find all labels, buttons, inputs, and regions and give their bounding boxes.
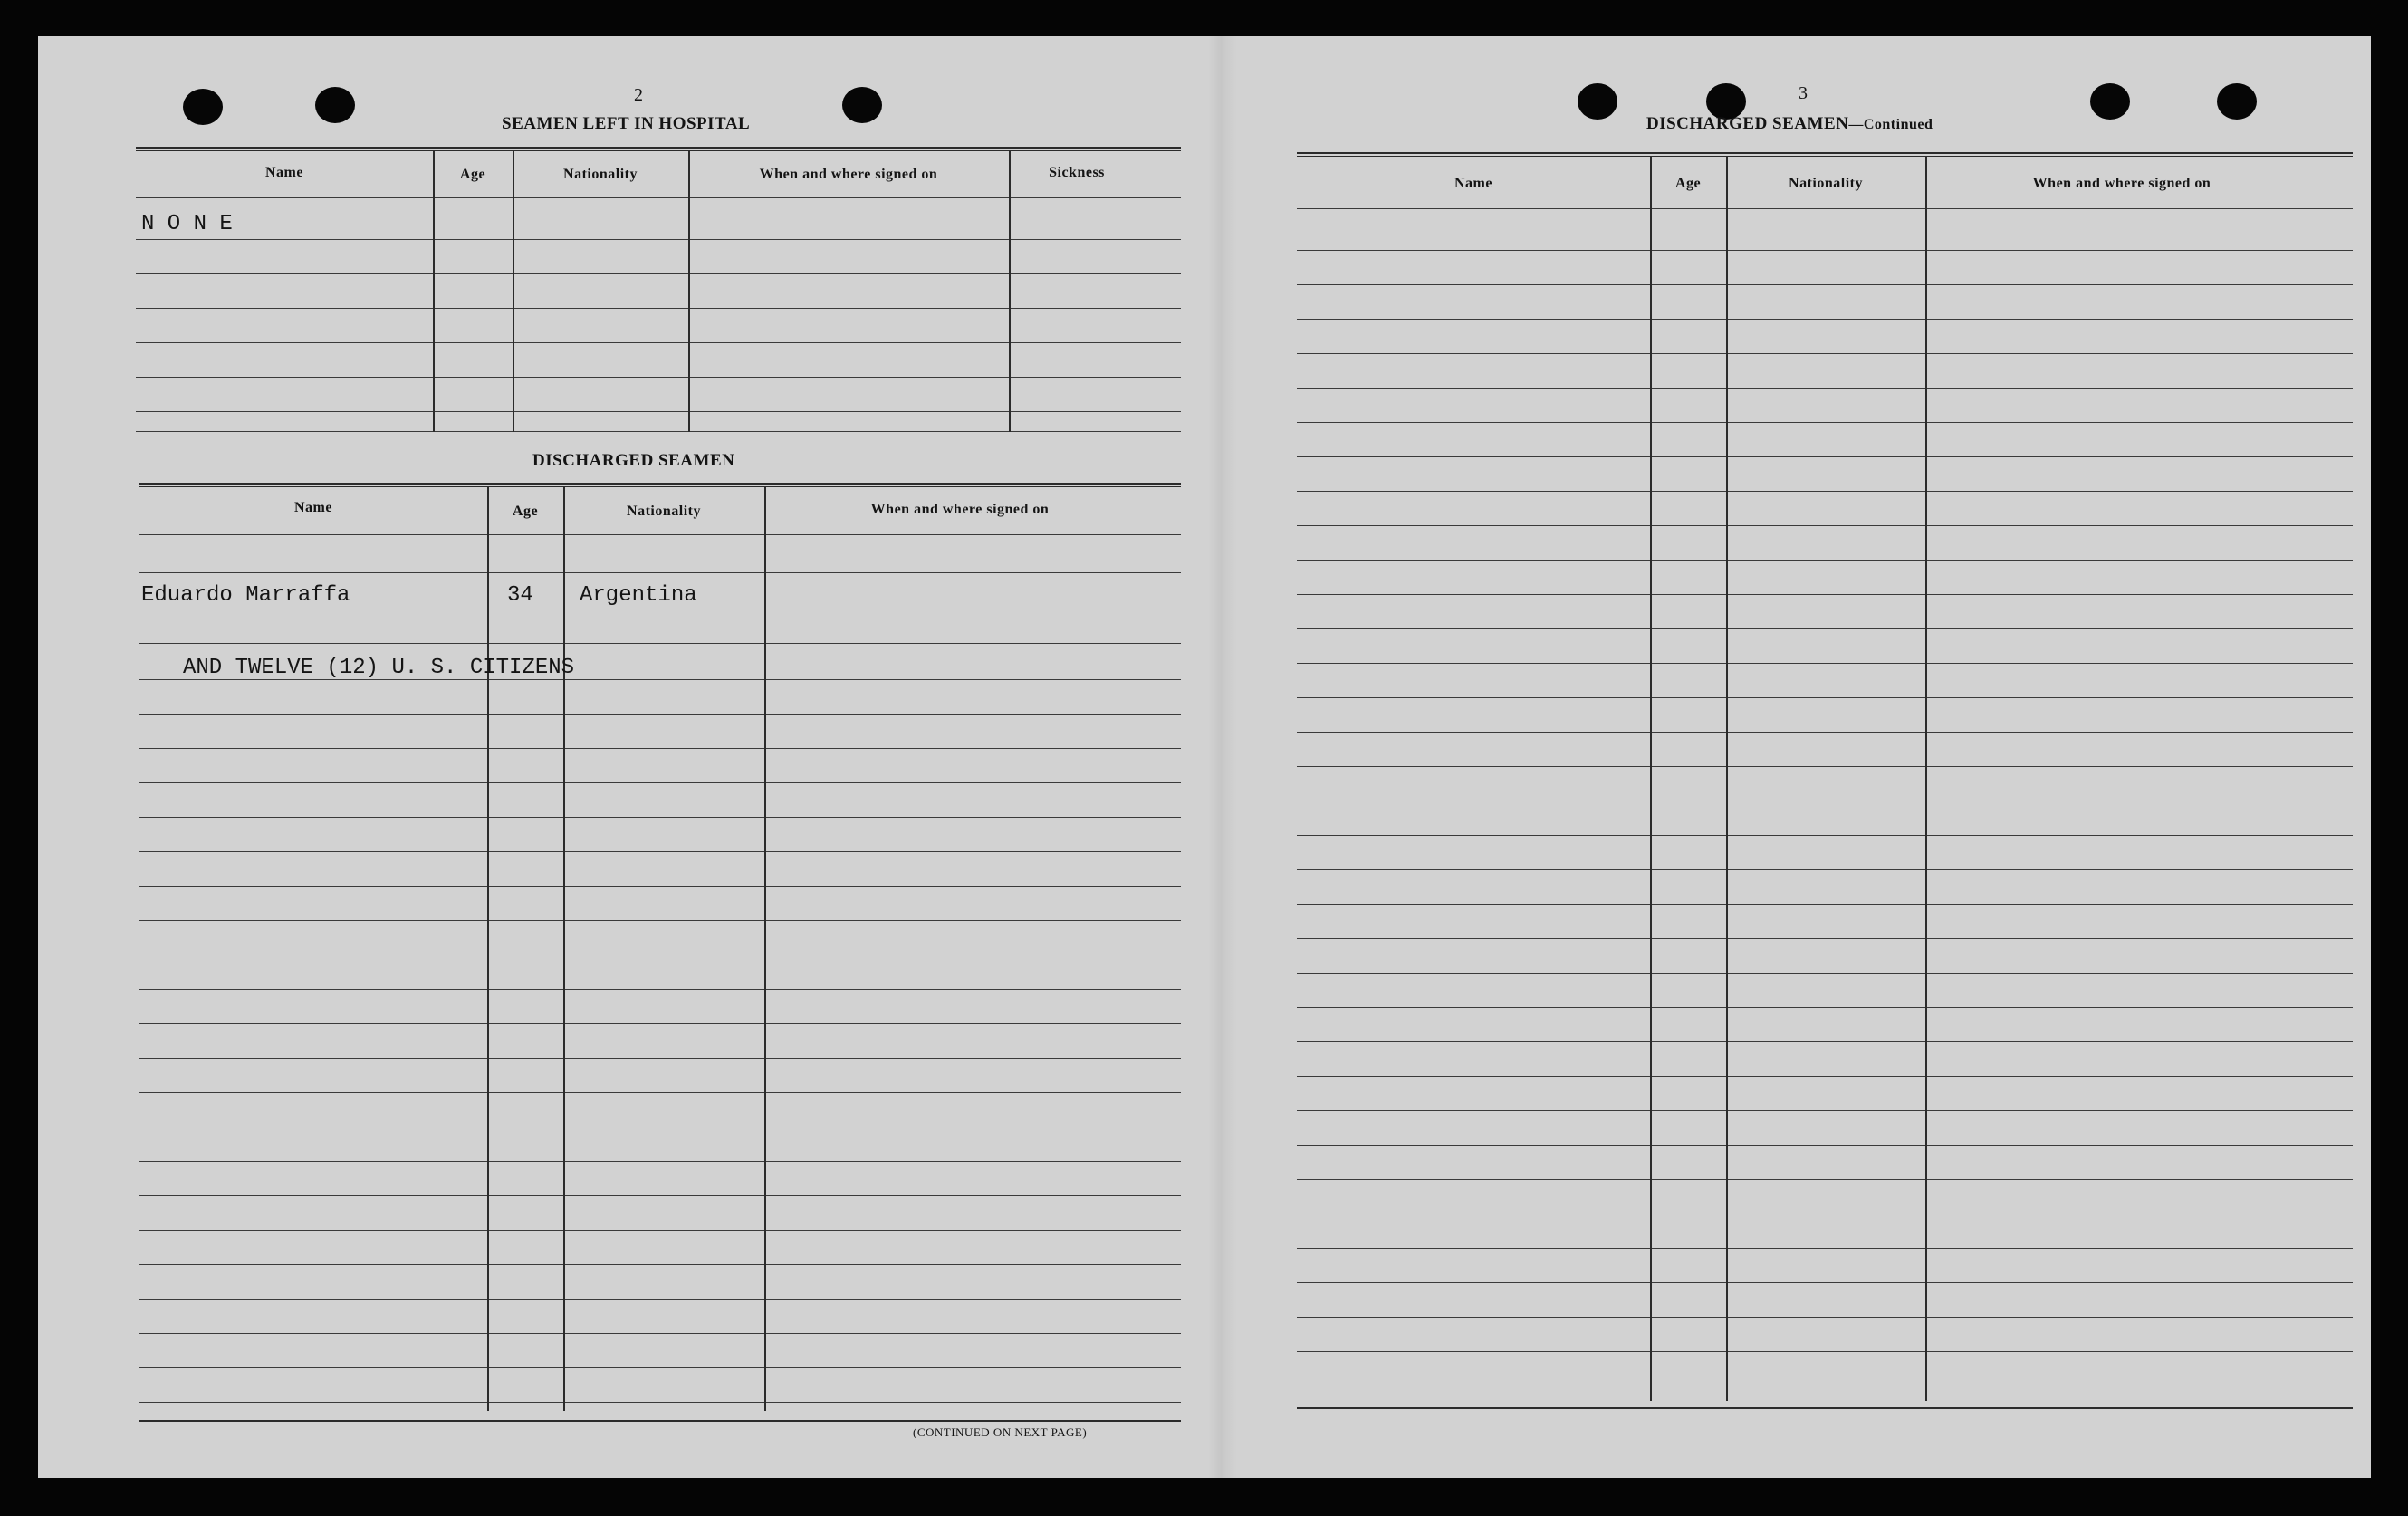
discharged-note: AND TWELVE (12) U. S. CITIZENS [183,656,575,680]
right-row-rule [1297,456,2353,457]
hospital-col-age: Age [459,167,486,182]
right-row-rule [1297,869,2353,870]
right-row-rule [1297,422,2353,423]
punch-hole [2090,83,2130,120]
page-fold [1208,36,1237,1478]
discharged-row-rule [139,1264,1181,1265]
right-row-rule [1297,938,2353,939]
discharged-table-bottom-rule [139,1420,1181,1422]
hospital-col-divider [688,151,690,432]
discharged-row-rule [139,1367,1181,1368]
discharged-col-divider [487,487,489,1411]
right-row-rule [1297,388,2353,389]
hospital-section-title: SEAMEN LEFT IN HOSPITAL [502,114,751,133]
right-row-rule [1297,1007,2353,1008]
hospital-row-rule [136,411,1181,412]
discharged-row-rule [139,1092,1181,1093]
right-row-rule [1297,1145,2353,1146]
right-row-rule [1297,835,2353,836]
hospital-header-rule [136,197,1181,198]
discharged-col-divider [764,487,766,1411]
discharged-col-divider [563,487,565,1411]
right-row-rule [1297,1076,2353,1077]
discharged-row-rule [139,1333,1181,1334]
punch-hole [183,89,223,125]
discharged-row-rule [139,1195,1181,1196]
right-row-rule [1297,663,2353,664]
continued-footer: (CONTINUED ON NEXT PAGE) [913,1425,1088,1439]
hospital-row-rule [136,377,1181,378]
hospital-col-divider [513,151,514,432]
hospital-row-rule [136,239,1181,240]
right-row-rule [1297,1317,2353,1318]
discharged-entry-age: 34 [507,583,533,608]
right-table-bottom-rule [1297,1407,2353,1409]
hospital-col-signed-on: When and where signed on [759,167,938,182]
right-col-nationality: Nationality [1789,176,1863,191]
discharged-row-rule [139,1402,1181,1403]
discharged-header-rule [139,534,1181,535]
right-section-title-text: DISCHARGED SEAMEN [1646,114,1849,133]
right-row-rule [1297,353,2353,354]
punch-hole [1578,83,1617,120]
hospital-entry-name: N O N E [141,212,233,236]
discharged-row-rule [139,817,1181,818]
hospital-row-rule [136,273,1181,274]
right-col-divider [1726,157,1728,1401]
discharged-section-title: DISCHARGED SEAMEN [532,451,735,470]
discharged-entry-name: Eduardo Marraffa [141,583,350,608]
right-row-rule [1297,697,2353,698]
right-row-rule [1297,319,2353,320]
discharged-row-rule [139,886,1181,887]
discharged-row-rule [139,1230,1181,1231]
right-col-divider [1650,157,1652,1401]
right-row-rule [1297,491,2353,492]
right-row-rule [1297,904,2353,905]
page-number-right: 3 [1799,83,1808,103]
hospital-col-nationality: Nationality [563,167,638,182]
right-row-rule [1297,250,2353,251]
right-section-title [1646,114,1933,134]
right-col-name: Name [1454,176,1492,191]
discharged-row-rule [139,989,1181,990]
right-row-rule [1297,525,2353,526]
discharged-row-rule [139,1058,1181,1059]
right-row-rule [1297,1110,2353,1111]
discharged-col-signed-on: When and where signed on [870,502,1050,517]
hospital-table-top-rule [136,147,1181,151]
discharged-row-rule [139,1023,1181,1024]
right-row-rule [1297,766,2353,767]
right-section-title-suffix: —Continued [1848,117,1933,132]
discharged-row-rule [139,851,1181,852]
hospital-col-name: Name [265,165,303,180]
discharged-entry-nationality: Argentina [580,583,697,608]
discharged-col-age: Age [512,504,539,519]
right-row-rule [1297,1351,2353,1352]
discharged-row-rule [139,1161,1181,1162]
right-row-rule [1297,628,2353,629]
punch-hole [842,87,882,123]
discharged-table-top-rule [139,483,1181,487]
discharged-col-nationality: Nationality [627,504,701,519]
discharged-row-rule [139,920,1181,921]
right-col-signed-on: When and where signed on [2032,176,2211,191]
discharged-row-rule [139,782,1181,783]
right-col-age: Age [1674,176,1702,191]
hospital-row-rule [136,342,1181,343]
right-row-rule [1297,973,2353,974]
discharged-col-name: Name [294,500,332,515]
right-row-rule [1297,1282,2353,1283]
right-row-rule [1297,594,2353,595]
discharged-row-rule [139,748,1181,749]
discharged-row-rule [139,643,1181,644]
discharged-row-rule [139,714,1181,715]
hospital-row-rule [136,431,1181,432]
hospital-col-divider [433,151,435,432]
hospital-row-rule [136,308,1181,309]
right-row-rule [1297,1179,2353,1180]
punch-hole [315,87,355,123]
page-number-left: 2 [634,85,644,105]
right-row-rule [1297,1041,2353,1042]
discharged-row-rule [139,1299,1181,1300]
hospital-col-sickness: Sickness [1049,165,1105,180]
hospital-col-divider [1009,151,1011,432]
punch-hole [2217,83,2257,120]
document-sheet [38,36,2371,1478]
right-row-rule [1297,560,2353,561]
right-row-rule [1297,732,2353,733]
right-row-rule [1297,1248,2353,1249]
right-header-rule [1297,208,2353,209]
discharged-row-rule [139,572,1181,573]
right-col-divider [1925,157,1927,1401]
right-row-rule [1297,284,2353,285]
right-table-top-rule [1297,152,2353,157]
